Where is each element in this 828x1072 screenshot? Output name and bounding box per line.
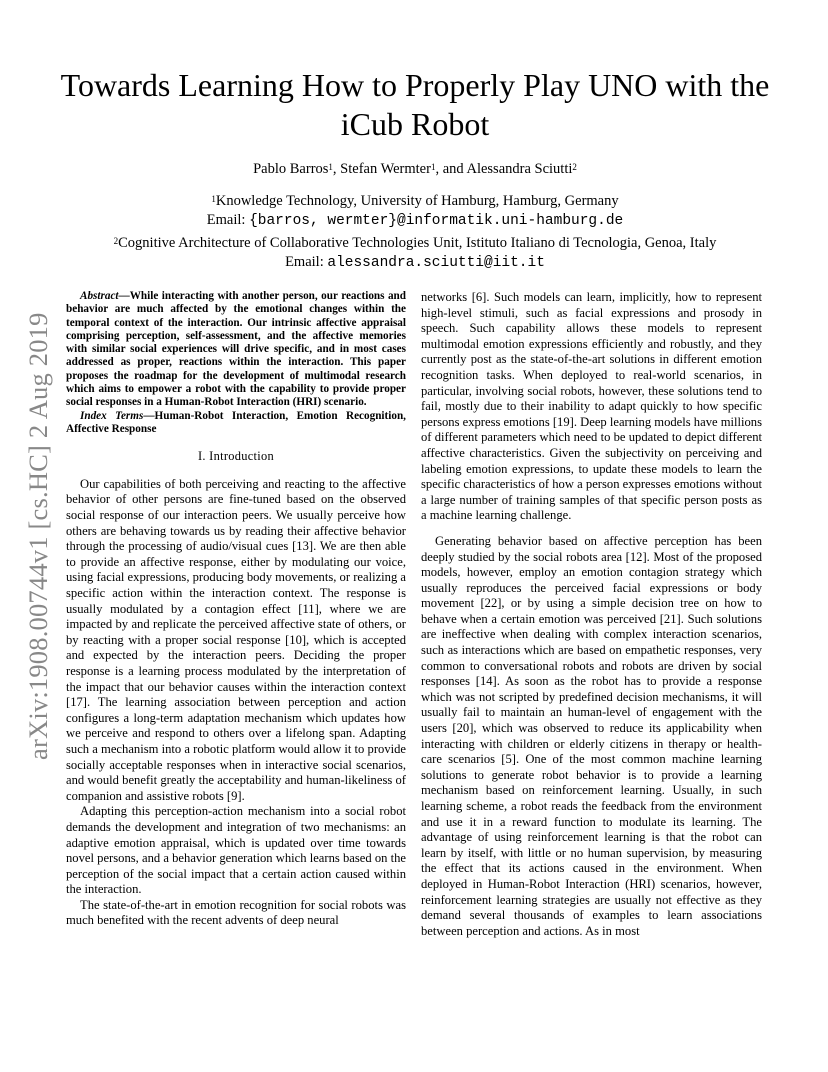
paragraph: Our capabilities of both perceiving and reacting to the affective behavior of other persons are fine-tuned based on the observed social response of our interaction peers. We usually perceive how others are behaving towards us by reading their affective behavior through the processing of audio/visual cues [13]. We are then able to provide an affective response, either by modulating our voice, using facial expressions, producing body movements, or realizing a specific action within the interaction context. The response is usually modulated by a contagion effect [11], where we are impacted by and replicate the perceived affective state of others, or by reacting with a proper social response [10], which is accepted and expected by the interaction peers. Deciding the proper response is a learning process modulated by the interpretation of the impact that our behavior causes within the interaction context [17]. The learning association between perception and action configures a long-term adaptation mechanism which updates how we perceive and respond to others over a lifelong span. Adapting such a mechanism into a robotic platform would allow it to provide socially acceptable responses when in interactive social scenarios, and would benefit greatly the acceptability and human-likeliness of companion and assistive robots [9]. — [66, 476, 406, 803]
abstract-label: Abstract — [80, 290, 119, 302]
affiliation-marker: 1 — [211, 194, 216, 204]
affiliation-text: Cognitive Architecture of Collaborative Technologies Unit, Istituto Italiano di Tecnologia, Genoa, Italy — [118, 235, 717, 251]
left-column — [66, 290, 406, 929]
paragraph: Adapting this perception-action mechanism into a social robot demands the development and integration of two mechanisms: an adaptive emotion appraisal, which is updated over time towards novel persons, and a behavior generation which learns based on the perception of the social impact that a certain action caused within the interaction. — [66, 804, 406, 897]
author-separator: , and — [435, 161, 467, 177]
paragraph: Generating behavior based on affective perception has been deeply studied by the social robots area [12]. Most of the proposed models, however, employ an emotion contagion strategy which usually reproduces the perceived facial expressions or body movement [22], or by using a simple decision tree on how to behave when a certain emotion was perceived [21]. Such solutions are ineffective when dealing with complex interaction scenarios, such as interactions which are based on empathetic responses, very common to conversational robots and robots are driven by social responses [14]. As soon as the robot has to provide a response which was not scripted by predefined decision mechanisms, it will usually fail to maintain an human-level of engagement with the users [20], which was observed to reduce its applicability when interacting with children or elderly citizens in therapy or health-care scenarios [5]. One of the most common machine learning solutions to generate robot behavior is to provide a learning mechanism based on reinforcement learning. Usually, in such learning scheme, a robot reads the feedback from the environment and use it in a reward function to modulate its learning. The advantage of using reinforcement learning is that the robot can learn by itself, with little or no human supervision, by measuring the effect that its actions caused in the environment. When deployed in Human-Robot Interaction (HRI) scenarios, however, reinforcement learning strategies are usually not effective as they demand several thousands of examples to learn associations between perception and actions. As in most — [421, 533, 762, 938]
paragraph: networks [6]. Such models can learn, implicitly, how to represent high-level stimuli, such as facial expressions and prosody in speech. Such capability allows these models to represent multimodal emotion expressions efficiently and robustly, and they currently post as the state-of-the-art solutions in different emotion recognition tasks. When deployed to real-world scenarios, in particular, involving social robots, however, these solutions tend to fail, mostly due to their inability to adapt quickly to how specific persons express emotions [19]. Deep learning models have millions of different parameters which need to be updated to depict different affective characteristics. Given the subjectivity on perceiving and labeling emotion expressions, to update these models to learn the specific characteristics of how a person expresses emotions without a large number of training samples of that specific person posts as a machine learning challenge. — [421, 290, 763, 523]
author-separator: , — [332, 161, 341, 177]
email-label: Email: — [206, 212, 250, 228]
section-heading: I. Introduction — [197, 449, 275, 464]
abstract-text: —While interacting with another person, our reactions and behavior are much affected by the emotional changes within the temporal context of the interaction. Our intrinsic affective appraisal comprising perception, self-assessment, and the affective memories with similar social experiences will drive specific, and in most cases addressed as proper, reactions within the interaction. This paper proposes the roadmap for the development of multimodal research which aims to empower a robot with the capability to provide proper social responses in a Human-Robot Interaction (HRI) scenario. — [66, 290, 406, 409]
author-name: Alessandra Sciutti — [466, 161, 573, 177]
abstract — [66, 290, 406, 410]
email-label: Email: — [285, 254, 328, 270]
email-line-1 — [40, 211, 790, 230]
author-name: Pablo Barros — [253, 161, 329, 177]
email-line-2 — [40, 253, 790, 272]
index-terms — [66, 410, 406, 437]
index-terms-label: Index Terms — [80, 409, 144, 422]
paragraph: The state-of-the-art in emotion recognition for social robots was much benefited with the recent advents of deep neural — [66, 897, 406, 928]
arxiv-identifier: arXiv:1908.00744v1 [cs.HC] 2 Aug 2019 — [23, 312, 53, 760]
affiliation-marker: 1 — [328, 162, 333, 172]
affiliation-2 — [40, 234, 790, 252]
author-name: Stefan Wermter — [340, 161, 431, 177]
affiliation-marker: 2 — [572, 162, 577, 172]
affiliation-marker: 1 — [430, 162, 436, 172]
email-address: alessandra.sciutti@iit.it — [327, 255, 545, 271]
affiliation-marker: 2 — [113, 236, 119, 246]
right-column — [421, 290, 762, 939]
email-address: {barros, wermter}@informatik.uni-hamburg.de — [249, 213, 624, 229]
author-list — [40, 160, 790, 178]
paper-title: Towards Learning How to Properly Play UNO with the iCub Robot — [60, 67, 770, 142]
affiliation-text: Knowledge Technology, University of Hamburg, Hamburg, Germany — [215, 193, 619, 209]
affiliation-1 — [40, 192, 790, 210]
index-terms-text: —Human-Robot Interaction, Emotion Recognition, Affective Response — [66, 409, 406, 435]
